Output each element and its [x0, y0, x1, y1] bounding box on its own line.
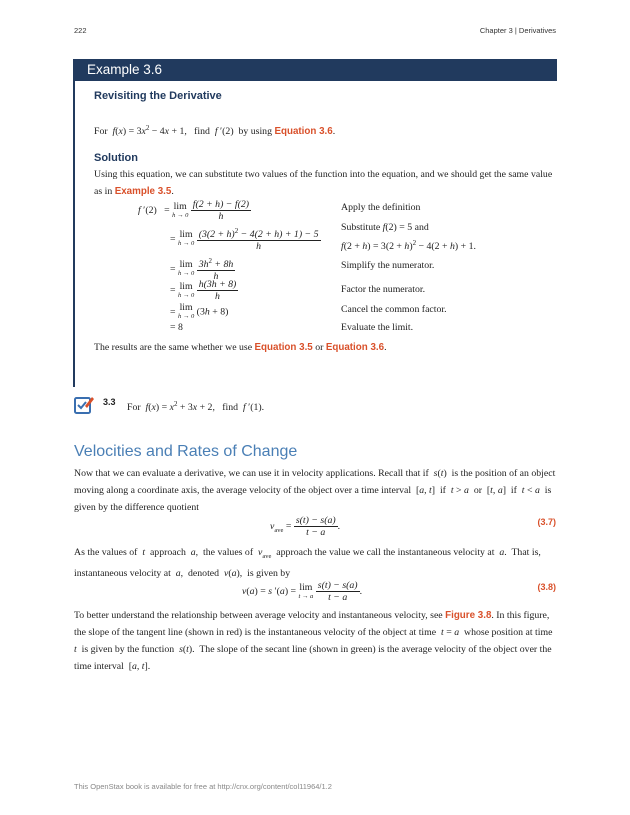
equation-3-5-link[interactable]: Equation 3.5: [254, 342, 313, 353]
reason-2-continued: $f(2 + h) = 3(2 + h)^2 - 4(2 + h) + 1$.: [341, 239, 476, 252]
example-subtitle: Revisiting the Derivative: [94, 90, 222, 102]
equation-3-6-link[interactable]: Equation 3.6: [274, 126, 333, 137]
example-left-rule: [73, 81, 75, 387]
equation-3-8: v(a) = s ′(a) = lim t → a $\frac{s(t) - s(a)}{t - a}$ .: [242, 580, 363, 603]
exercise-number: 3.3: [103, 397, 116, 407]
solution-text: Using this equation, we can substitute two values of the function into the equation, and we should get the same value as in Example 3.5.: [94, 169, 553, 197]
exercise-text: For $f(x) = x^2 + 3x + 2$, find f ′(1).: [127, 400, 265, 413]
equation-3-7-label: (3.7): [537, 517, 556, 527]
reason-4: Factor the numerator.: [341, 284, 426, 295]
example-problem: For $f(x) = 3x^2 - 4x + 1$, find f ′(2) by using Equation 3.6.: [94, 124, 336, 137]
reason-3: Simplify the numerator.: [341, 260, 435, 271]
equation-3-8-label: (3.8): [537, 582, 556, 592]
reason-6: Evaluate the limit.: [341, 322, 414, 333]
derivation-row-5: = lim h → 0 (3h + 8): [170, 302, 229, 320]
checklist-pencil-icon: [74, 395, 94, 415]
section-paragraph-1: Now that we can evaluate a derivative, we can use it in velocity applications. Recall that if s(t) is the position of an object moving along a coordinate axis, the average velocity of the object over a time interval [a, t] if t > a or [t, a] if t < a is given by the difference quotient: [74, 468, 556, 513]
derivation-row-3: = lim h → 0 $\frac{3h^2 + 8h}{h}$: [170, 257, 234, 282]
reason-1: Apply the definition: [341, 202, 421, 213]
section-paragraph-3: To better understand the relationship between average velocity and instantaneous velocity, see Figure 3.8. In this figure, the slope of the tangent line (shown in red) is the instantaneous velocity of the object at time t = a whose position at time t is given by the function s(t). The slope of the secant line (shown in green) is the average velocity of the object over the time interval [a, t].: [74, 610, 553, 672]
page-number: 222: [74, 26, 87, 35]
equation-3-7: $v_{ave}$ = $\frac{s(t) - s(a)}{t - a}$ .: [270, 515, 341, 538]
example-conclusion: The results are the same whether we use Equation 3.5 or Equation 3.6.: [94, 342, 387, 353]
page-footer: This OpenStax book is available for free at http://cnx.org/content/col11964/1.2: [74, 782, 332, 791]
derivation-row-2: = lim h → 0 $\frac{(3(2 + h)^2 - 4(2 + h) + 1) - 5}{h}$: [170, 227, 319, 252]
figure-3-8-link[interactable]: Figure 3.8: [445, 610, 492, 621]
running-header: Chapter 3 | Derivatives: [479, 26, 556, 35]
solution-heading: Solution: [94, 152, 138, 164]
equation-3-6-link-2[interactable]: Equation 3.6: [325, 342, 385, 353]
section-title: Velocities and Rates of Change: [74, 443, 298, 460]
derivation-row-6: = 8: [170, 322, 183, 333]
example-3-5-link[interactable]: Example 3.5: [114, 186, 172, 197]
section-paragraph-2: As the values of t approach a, the values of $v_{ave}$ approach the value we call the instantaneous velocity at a. That is, instantaneous velocity at a, denoted v(a), is given by: [74, 547, 541, 579]
reason-2: Substitute f(2) = 5 and: [341, 222, 429, 233]
derivation-row-4: = lim h → 0 $\frac{h(3h + 8)}{h}$: [170, 279, 237, 302]
example-title: Example 3.6: [87, 62, 163, 77]
reason-5: Cancel the common factor.: [341, 304, 447, 315]
derivation-row-1: f ′(2) = lim h → 0 $\frac{f(2 + h) - f(2)}{h}$: [138, 199, 249, 222]
